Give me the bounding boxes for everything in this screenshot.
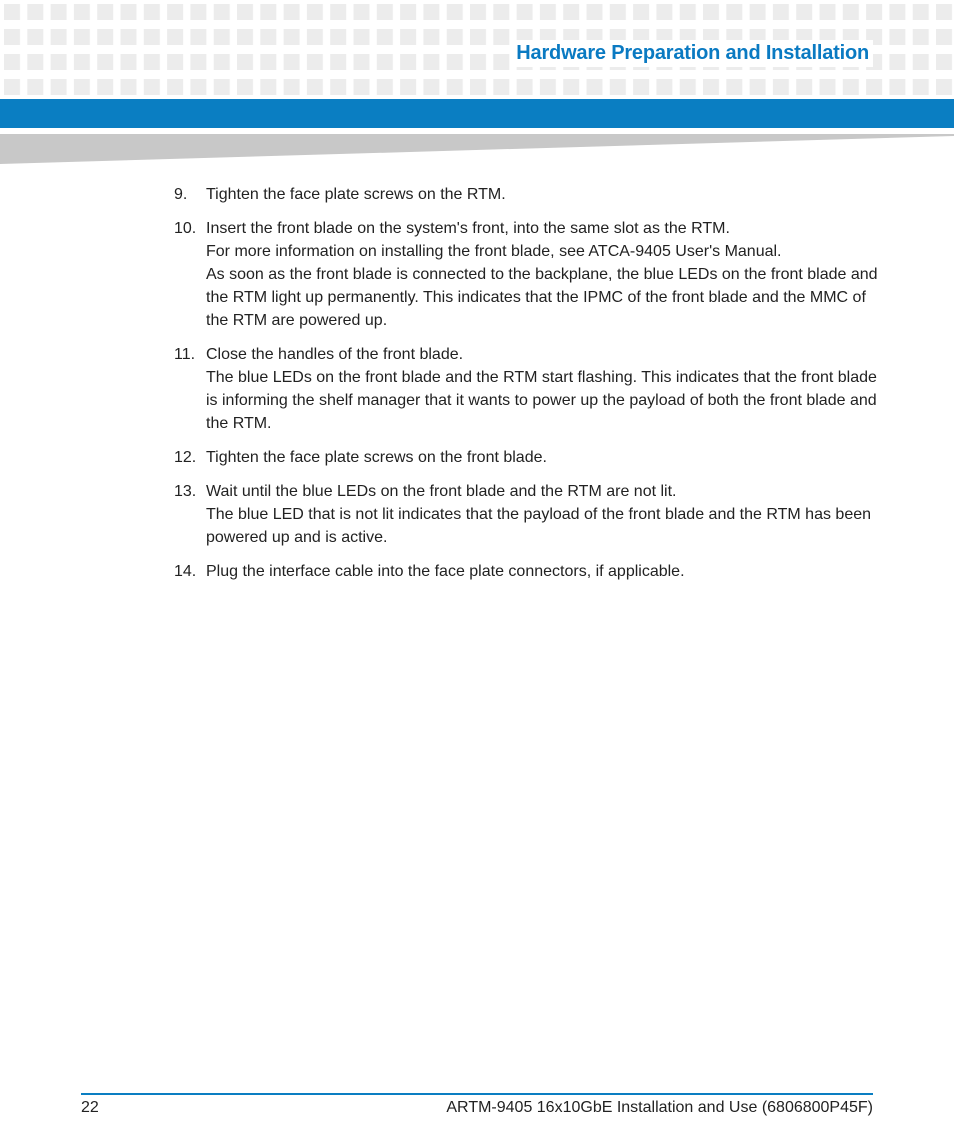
step-text: Tighten the face plate screws on the RTM. — [206, 186, 506, 203]
header-grey-wedge — [0, 128, 954, 164]
step-text: The blue LEDs on the front blade and the RTM start flashing. This indicates that the front blade is informing the shelf manager that it wants to power up the payload of both the front blade and the RTM. — [206, 369, 877, 432]
step-text: As soon as the front blade is connected to the backplane, the blue LEDs on the front blade and the RTM light up permanently. This indicates that the IPMC of the front blade and the MMC of the RTM are powered up. — [206, 266, 878, 329]
page-header-title: Hardware Preparation and Installation — [512, 40, 873, 67]
step-text: The blue LED that is not lit indicates that the payload of the front blade and the RTM has been powered up and is active. — [206, 506, 872, 546]
step-number: 14. — [174, 563, 197, 580]
step-text: Insert the front blade on the system's front, into the same slot as the RTM. — [206, 220, 730, 237]
step-text: Wait until the blue LEDs on the front blade and the RTM are not lit. — [206, 483, 677, 500]
step-number: 10. — [174, 220, 197, 237]
step-text: For more information on installing the front blade, see ATCA-9405 User's Manual. — [206, 243, 782, 260]
step-number: 12. — [174, 449, 197, 466]
step-number: 11. — [174, 346, 196, 363]
step-text: Close the handles of the front blade. — [206, 346, 464, 363]
steps-list — [174, 183, 884, 594]
list-item — [174, 560, 884, 583]
step-text: Tighten the face plate screws on the front blade. — [206, 449, 547, 466]
footer-rule — [81, 1093, 873, 1095]
list-item — [174, 217, 884, 332]
list-item — [174, 480, 884, 549]
step-number: 9. — [174, 186, 188, 203]
header-blue-bar — [0, 99, 954, 128]
step-text: Plug the interface cable into the face plate connectors, if applicable. — [206, 563, 685, 580]
page-number: 22 — [81, 1099, 99, 1116]
list-item — [174, 343, 884, 435]
list-item — [174, 183, 884, 206]
step-number: 13. — [174, 483, 197, 500]
list-item — [174, 446, 884, 469]
footer-doc-title: ARTM-9405 16x10GbE Installation and Use (6806800P45F) — [446, 1099, 873, 1116]
